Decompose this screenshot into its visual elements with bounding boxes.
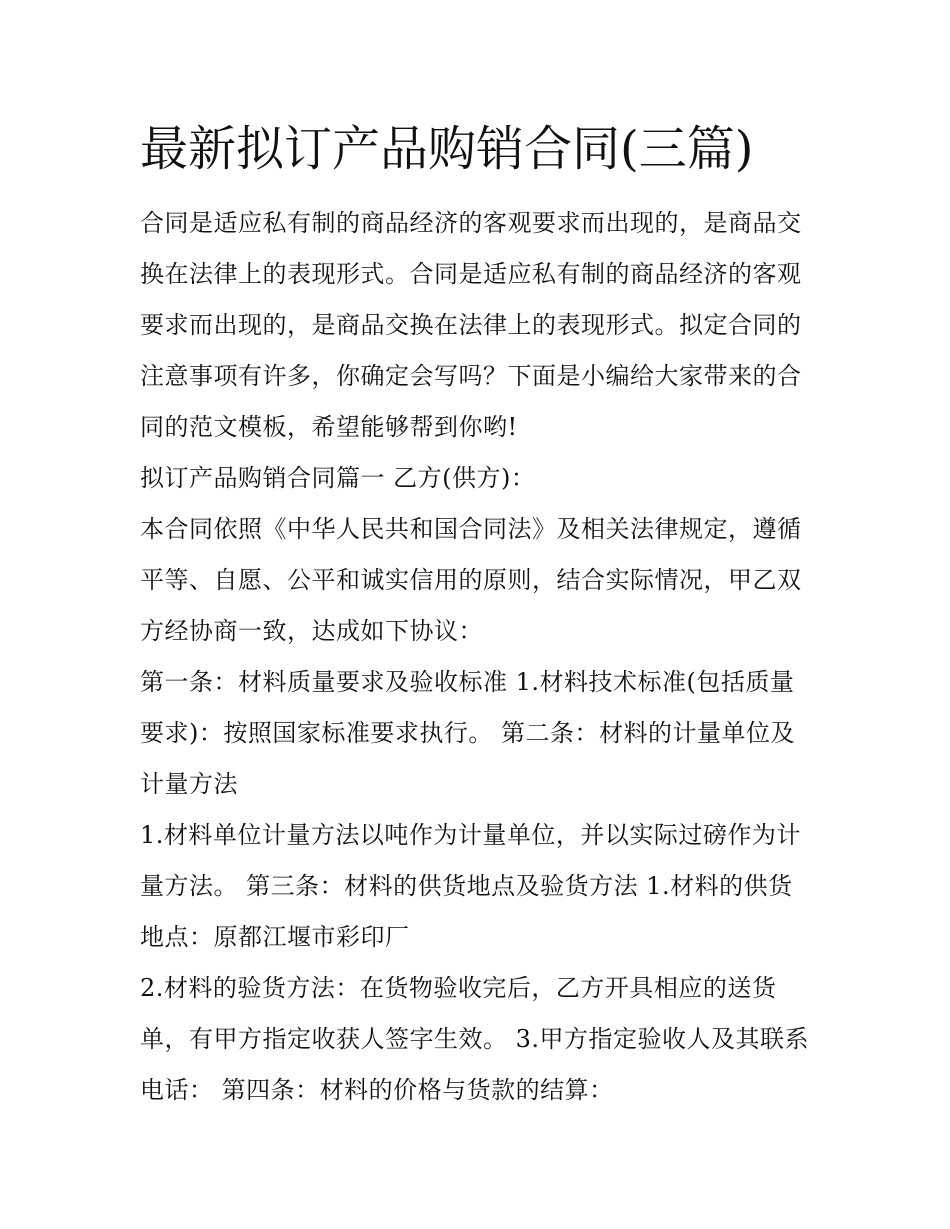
text-line: 地点：原都江堰市彩印厂 — [140, 923, 410, 951]
section-heading: 拟订产品购销合同篇一 乙方(供方)： — [140, 464, 536, 492]
text-line: 换在法律上的表现形式。合同是适应私有制的商品经济的客观 — [140, 260, 802, 288]
text-line: 单，有甲方指定收获人签字生效。 3.甲方指定验收人及其联系 — [140, 1025, 810, 1053]
text-line: 平等、自愿、公平和诚实信用的原则，结合实际情况，甲乙双 — [140, 566, 802, 594]
text-line: 要求)：按照国家标准要求执行。 第二条：材料的计量单位及 — [140, 719, 795, 747]
text-line: 注意事项有许多，你确定会写吗？下面是小编给大家带来的合 — [140, 362, 802, 390]
text-line: 量方法。 第三条：材料的供货地点及验货方法 1.材料的供货 — [140, 872, 793, 900]
text-line: 要求而出现的，是商品交换在法律上的表现形式。拟定合同的 — [140, 311, 802, 339]
document-body — [140, 198, 820, 1116]
text-line: 电话： 第四条：材料的价格与货款的结算： — [140, 1076, 614, 1104]
text-line: 方经协商一致，达成如下协议： — [140, 617, 483, 645]
text-line: 同的范文模板，希望能够帮到你哟! — [140, 413, 518, 441]
text-line: 本合同依照《中华人民共和国合同法》及相关法律规定，遵循 — [140, 515, 802, 543]
text-line: 计量方法 — [140, 770, 238, 798]
text-line: 合同是适应私有制的商品经济的客观要求而出现的，是商品交 — [140, 209, 802, 237]
text-line: 第一条：材料质量要求及验收标准 1.材料技术标准(包括质量 — [140, 668, 795, 696]
text-line: 1.材料单位计量方法以吨作为计量单位，并以实际过磅作为计 — [140, 821, 801, 849]
document-title: 最新拟订产品购销合同(三篇) — [140, 121, 754, 177]
text-line: 2.材料的验货方法：在货物验收完后，乙方开具相应的送货 — [140, 974, 777, 1002]
